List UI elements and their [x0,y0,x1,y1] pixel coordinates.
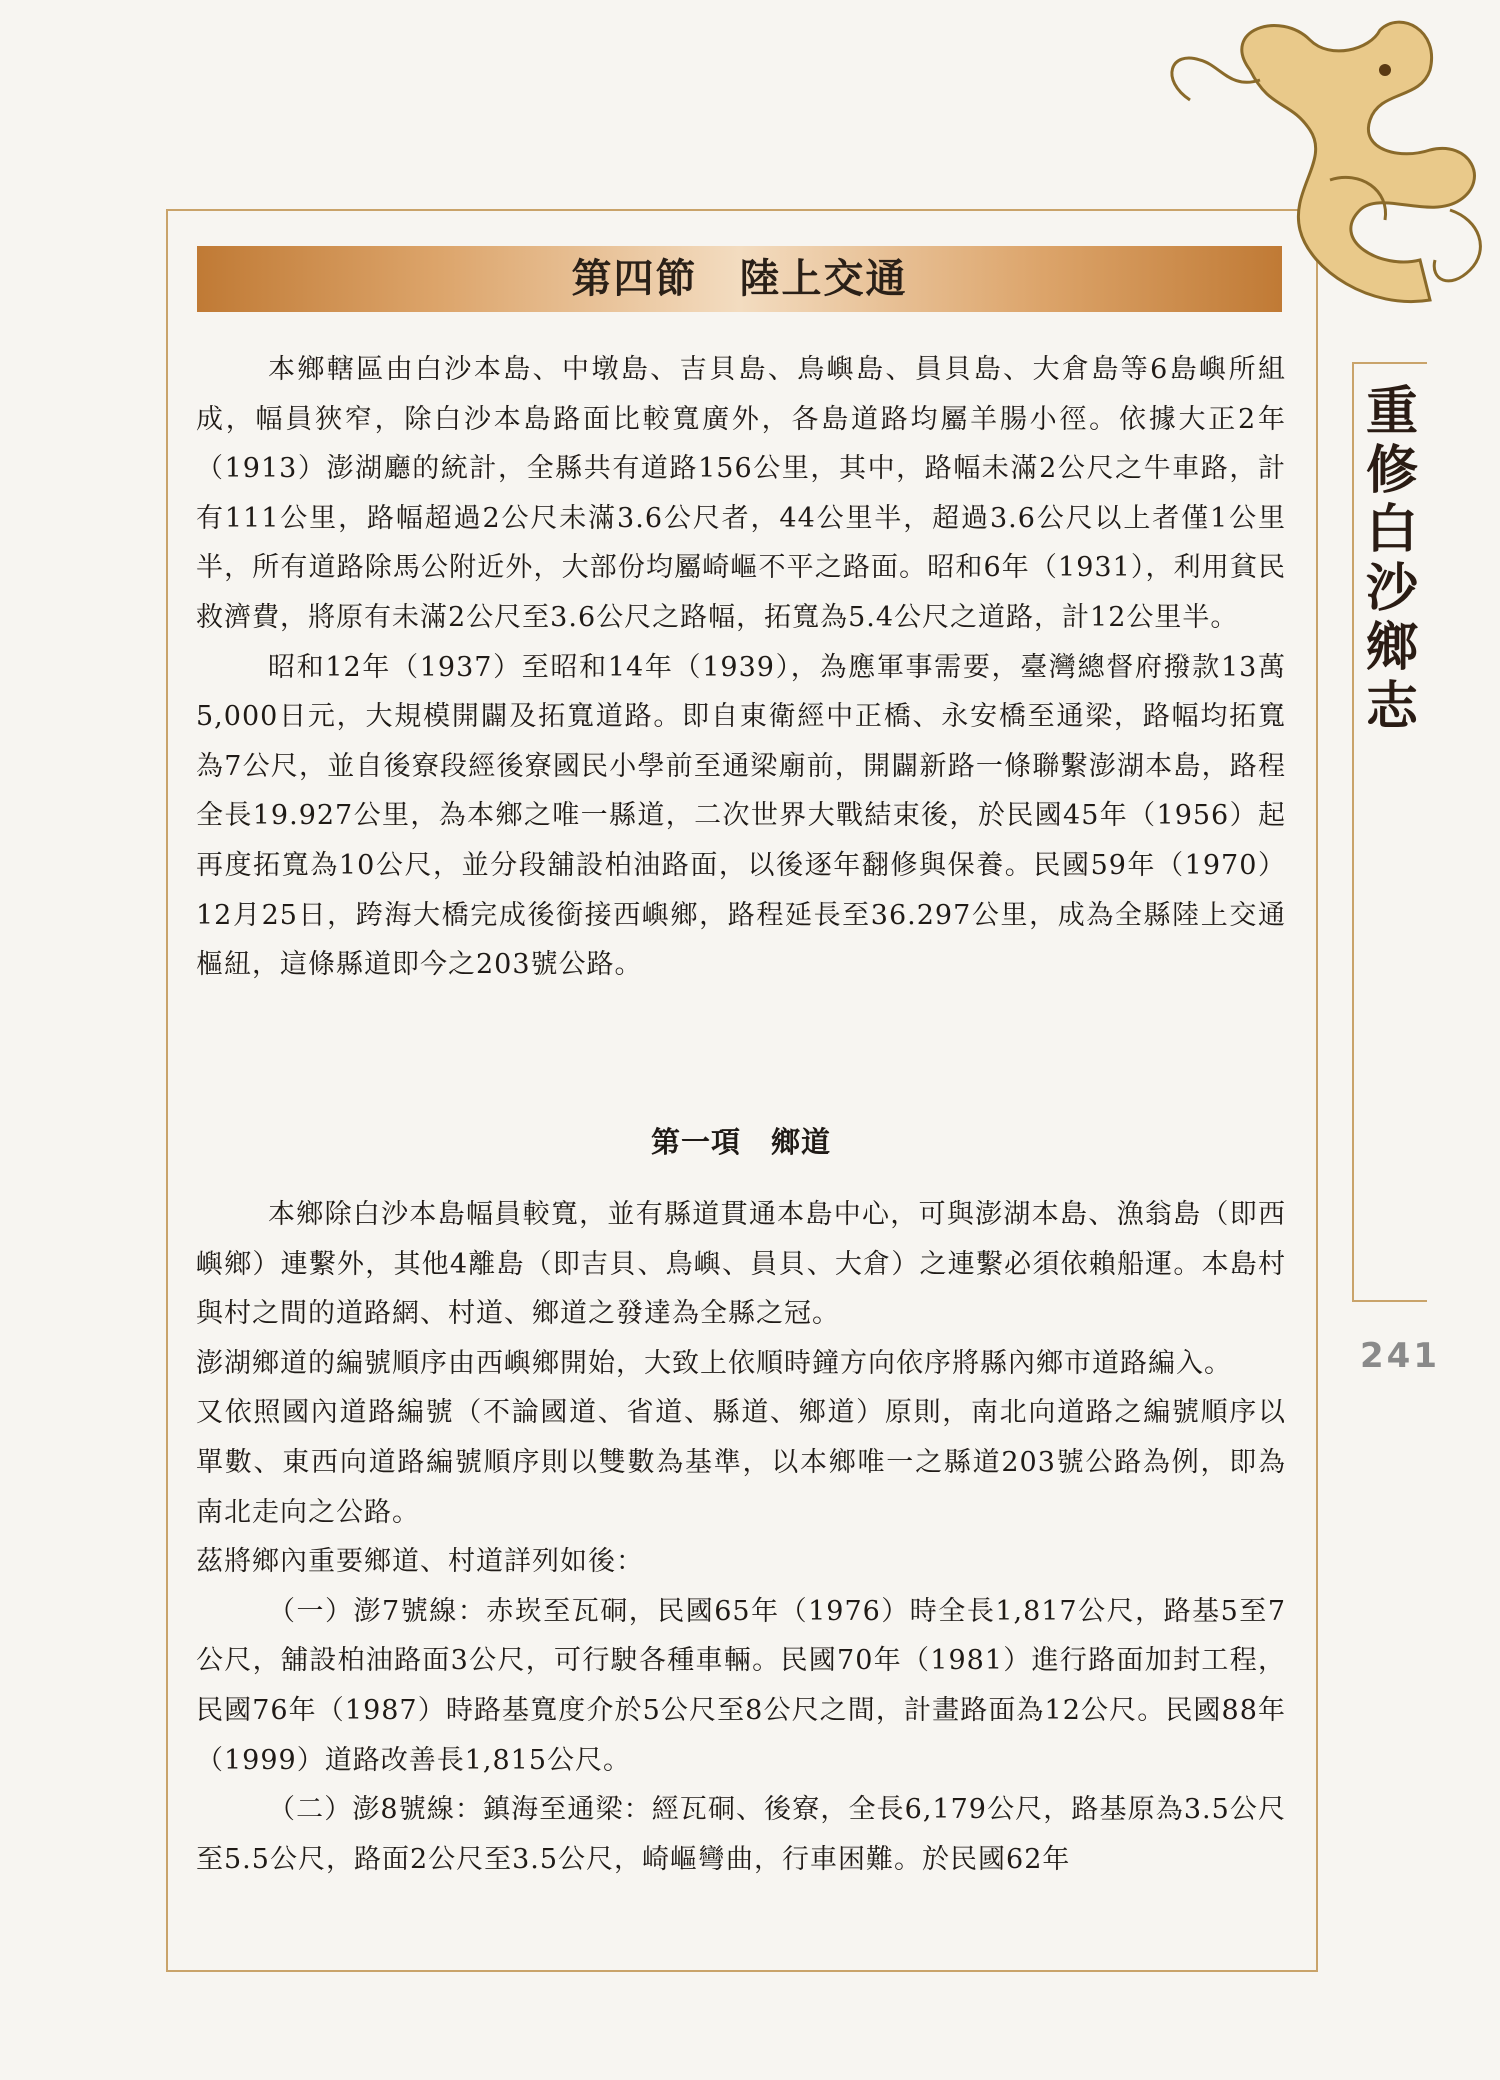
paragraph: 茲將鄉內重要鄉道、村道詳列如後： [196,1546,644,1578]
paragraph: 澎湖鄉道的編號順序由西嶼鄉開始，大致上依順時鐘方向依序將縣內鄉市道路編入。 [196,1347,1232,1379]
page-number: 241 [1360,1336,1440,1376]
body-text-top [196,345,1286,990]
body-text-bottom [196,1190,1286,1884]
book-title: 重修白沙鄉志 [1365,381,1418,737]
paragraph: 昭和12年（1937）至昭和14年（1939），為應軍事需要，臺灣總督府撥款13萬5,000日元，大規模開闢及拓寬道路。即自東衛經中正橋、永安橋至通梁，路幅均拓寬為7公尺，並自後寮段經後寮國民小學前至通梁廟前，開闢新路一條聯繫澎湖本島，路程全長19.927公里，為本鄉之唯一縣道，二次世界大戰結束後，於民國45年（1956）起再度拓寬為10公尺，並分段舖設柏油路面，以後逐年翻修與保養。民國59年（1970）12月25日，跨海大橋完成後銜接西嶼鄉，路程延長至36.297公里，成為全縣陸上交通樞紐，這條縣道即今之203號公路。 [196,651,1286,981]
section-title: 第四節 陸上交通 [571,255,908,302]
paragraph: 又依照國內道路編號（不論國道、省道、縣道、鄉道）原則，南北向道路之編號順序以單數、東西向道路編號順序則以雙數為基準，以本鄉唯一之縣道203號公路為例，即為南北走向之公路。 [196,1397,1286,1528]
paragraph: 本鄉轄區由白沙本島、中墩島、吉貝島、鳥嶼島、員貝島、大倉島等6島嶼所組成，幅員狹窄，除白沙本島路面比較寬廣外，各島道路均屬羊腸小徑。依據大正2年（1913）澎湖廳的統計，全縣共有道路156公里，其中，路幅未滿2公尺之牛車路，計有111公里，路幅超過2公尺未滿3.6公尺者，44公里半，超過3.6公尺以上者僅1公里半，所有道路除馬公附近外，大部份均屬崎嶇不平之路面。昭和6年（1931），利用貧民救濟費，將原有未滿2公尺至3.6公尺之路幅，拓寬為5.4公尺之道路，計12公里半。 [196,354,1286,633]
paragraph: （二）澎8號線：鎮海至通梁：經瓦硐、後寮，全長6,179公尺，路基原為3.5公尺至5.5公尺，路面2公尺至3.5公尺，崎嶇彎曲，行車困難。於民國62年 [196,1794,1286,1875]
paragraph: 本鄉除白沙本島幅員較寬，並有縣道貫通本島中心，可與澎湖本島、漁翁島（即西嶼鄉）連繫外，其他4離島（即吉貝、鳥嶼、員貝、大倉）之連繫必須依賴船運。本島村與村之間的道路網、村道、鄉道之發達為全縣之冠。 [196,1199,1286,1330]
paragraph: （一）澎7號線：赤崁至瓦硐，民國65年（1976）時全長1,817公尺，路基5至7公尺，舖設柏油路面3公尺，可行駛各種車輛。民國70年（1981）進行路面加封工程，民國76年（1987）時路基寬度介於5公尺至8公尺之間，計畫路面為12公尺。民國88年（1999）道路改善長1,815公尺。 [196,1595,1286,1776]
subsection-title: 第一項 鄉道 [650,1125,831,1159]
